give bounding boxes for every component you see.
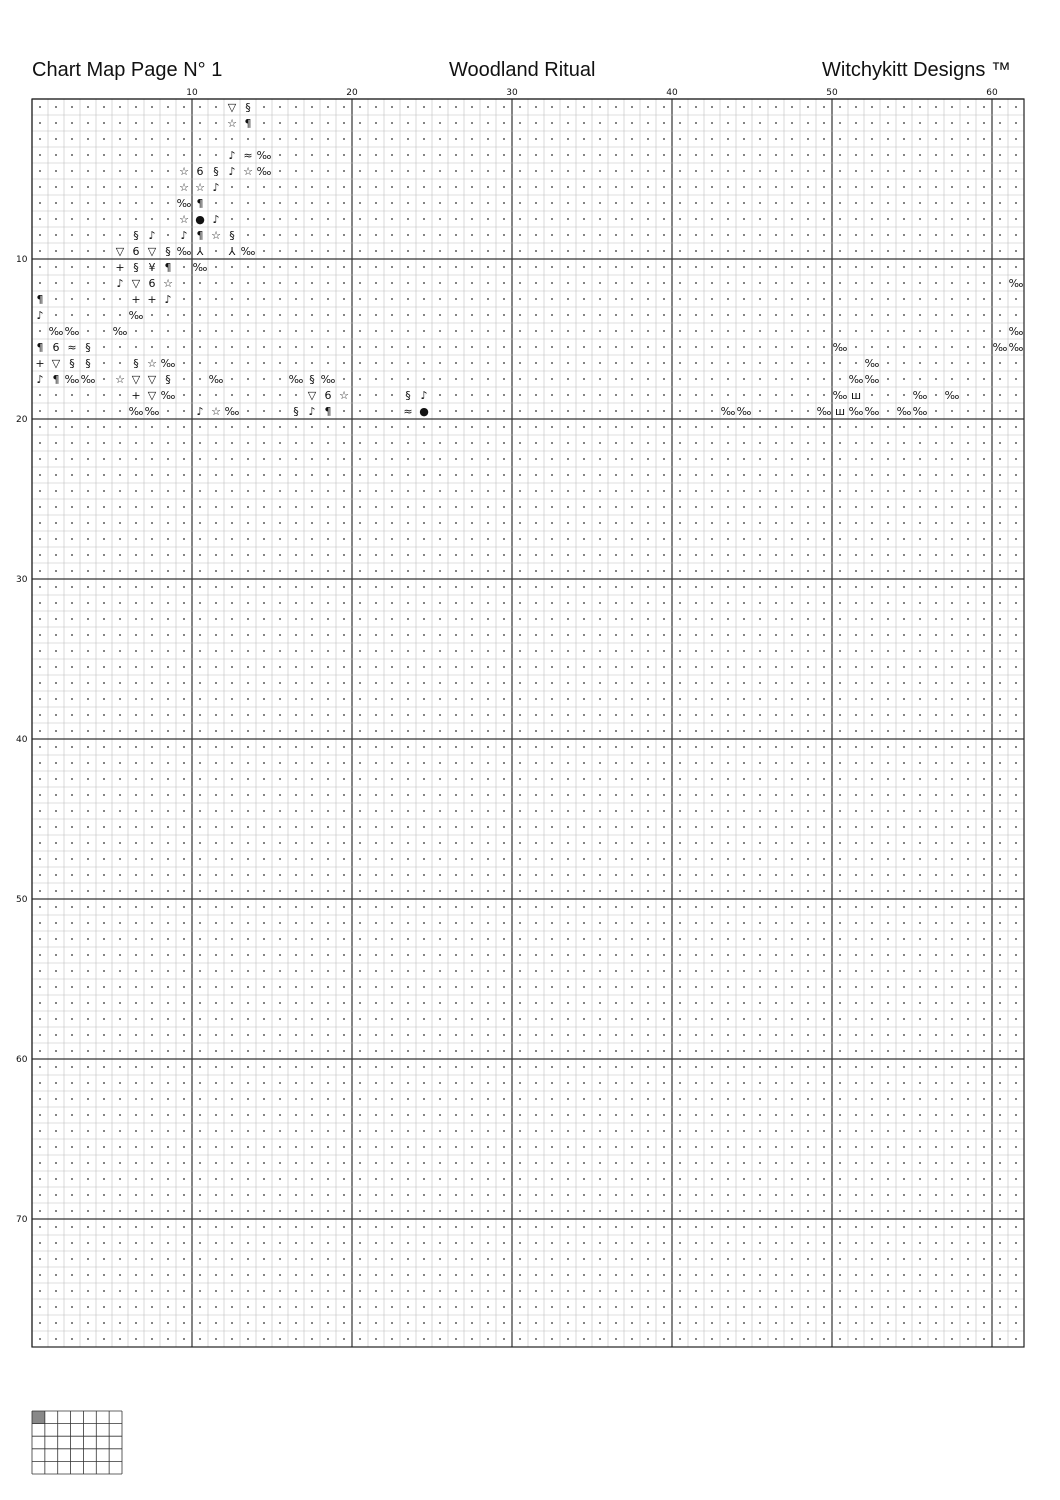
- stitch-symbol: ♪: [36, 309, 44, 322]
- stitch-symbol: §: [85, 341, 91, 354]
- row-tick-label: 20: [16, 415, 28, 425]
- stitch-symbol: ‰: [816, 405, 832, 418]
- stitch-symbol: ♪: [212, 181, 220, 194]
- stitch-symbol: ▽: [131, 277, 141, 290]
- stitch-symbol: ●: [419, 405, 429, 418]
- stitch-symbol: ≈: [403, 405, 413, 418]
- stitch-symbol: ▽: [147, 373, 157, 386]
- stitch-symbol: ☆: [179, 181, 189, 194]
- stitch-symbol: ¶: [196, 229, 204, 242]
- stitch-symbol: ‰: [256, 149, 272, 162]
- stitch-symbol: 6: [148, 277, 156, 290]
- stitch-symbol: ●: [195, 213, 205, 226]
- stitch-symbol: ▽: [131, 373, 141, 386]
- stitch-symbol: ▽: [51, 357, 61, 370]
- stitch-symbol: ‰: [160, 357, 176, 370]
- stitch-symbol: ш: [850, 389, 862, 402]
- stitch-symbol: ♪: [228, 149, 236, 162]
- stitch-symbol: 6: [196, 165, 204, 178]
- stitch-symbol: ☆: [243, 165, 253, 178]
- stitch-symbol: ☆: [211, 229, 221, 242]
- stitch-symbol: ♪: [164, 293, 172, 306]
- stitch-symbol: §: [229, 229, 235, 242]
- stitch-symbol: §: [85, 357, 91, 370]
- column-tick-label: 50: [826, 88, 838, 98]
- stitch-symbol: ‰: [256, 165, 272, 178]
- stitch-symbol: §: [213, 165, 219, 178]
- stitch-symbol: ‰: [832, 389, 848, 402]
- stitch-symbol: §: [165, 373, 171, 386]
- stitch-symbol: ‰: [912, 389, 928, 402]
- stitch-symbol: ‰: [128, 309, 144, 322]
- stitch-symbol: ¥: [148, 261, 156, 274]
- stitch-symbol: ‰: [160, 389, 176, 402]
- stitch-symbol: ♪: [116, 277, 124, 290]
- stitch-symbol: ш: [834, 405, 846, 418]
- column-tick-label: 20: [346, 88, 358, 98]
- stitch-symbol: ♪: [148, 229, 156, 242]
- stitch-symbol: ‰: [176, 245, 192, 258]
- stitch-symbol: ♪: [36, 373, 44, 386]
- row-tick-label: 40: [16, 735, 28, 745]
- stitch-symbol: ¶: [196, 197, 204, 210]
- stitch-symbol: ⅄: [228, 245, 236, 258]
- stitch-symbol: ‰: [864, 357, 880, 370]
- stitch-symbol: ‰: [192, 261, 208, 274]
- page-map-thumbnail: [32, 1411, 122, 1474]
- stitch-symbol: ☆: [179, 165, 189, 178]
- stitch-symbol: +: [35, 357, 45, 370]
- stitch-symbol: ☆: [115, 373, 125, 386]
- current-page-marker: [32, 1411, 45, 1424]
- stitch-symbol: ‰: [208, 373, 224, 386]
- row-tick-label: 70: [16, 1215, 28, 1225]
- stitch-symbol: ☆: [339, 389, 349, 402]
- column-tick-label: 10: [186, 88, 198, 98]
- stitch-symbol: ‰: [992, 341, 1008, 354]
- stitch-symbol: ‰: [848, 373, 864, 386]
- stitch-symbol: +: [147, 293, 157, 306]
- stitch-symbol: ‰: [912, 405, 928, 418]
- designer-name: Witchykitt Designs ™: [822, 59, 1011, 81]
- stitch-symbol: ‰: [176, 197, 192, 210]
- stitch-symbol: §: [133, 229, 139, 242]
- stitch-symbol: ¶: [164, 261, 172, 274]
- stitch-symbol: §: [133, 261, 139, 274]
- stitch-symbol: ‰: [320, 373, 336, 386]
- stitch-symbol: 6: [132, 245, 140, 258]
- chart-grid: [32, 99, 1024, 1347]
- stitch-symbol: ☆: [179, 213, 189, 226]
- stitch-symbol: ‰: [848, 405, 864, 418]
- stitch-symbol: +: [131, 389, 141, 402]
- stitch-symbol: ‰: [832, 341, 848, 354]
- stitch-symbol: ‰: [1008, 325, 1024, 338]
- stitch-symbol: ▽: [147, 389, 157, 402]
- stitch-symbol: ¶: [36, 293, 44, 306]
- column-tick-label: 40: [666, 88, 678, 98]
- stitch-symbol: §: [309, 373, 315, 386]
- stitch-symbol: ‰: [896, 405, 912, 418]
- stitch-symbol: ‰: [64, 325, 80, 338]
- stitch-symbol: ♪: [228, 165, 236, 178]
- stitch-symbol: ♪: [196, 405, 204, 418]
- stitch-symbol: ▽: [307, 389, 317, 402]
- stitch-symbol: ‰: [864, 405, 880, 418]
- stitch-symbol: ≈: [67, 341, 77, 354]
- row-tick-label: 10: [16, 255, 28, 265]
- row-tick-label: 60: [16, 1055, 28, 1065]
- stitch-symbol: §: [165, 245, 171, 258]
- stitch-symbol: ▽: [115, 245, 125, 258]
- stitch-symbol: 6: [324, 389, 332, 402]
- stitch-symbol: ‰: [144, 405, 160, 418]
- stitch-symbol: §: [245, 101, 251, 114]
- stitch-symbol: ¶: [324, 405, 332, 418]
- stitch-symbol: ‰: [864, 373, 880, 386]
- stitch-symbol: §: [69, 357, 75, 370]
- stitch-symbol: ¶: [244, 117, 252, 130]
- stitch-symbol: ¶: [36, 341, 44, 354]
- stitch-symbol: ‰: [64, 373, 80, 386]
- stitch-symbol: ‰: [112, 325, 128, 338]
- stitch-symbol: +: [115, 261, 125, 274]
- stitch-symbol: ≈: [243, 149, 253, 162]
- stitch-symbol: ‰: [128, 405, 144, 418]
- stitch-symbol: ‰: [224, 405, 240, 418]
- stitch-symbol: ‰: [944, 389, 960, 402]
- stitch-symbol: ‰: [736, 405, 752, 418]
- stitch-symbol: ▽: [147, 245, 157, 258]
- stitch-symbol: ☆: [195, 181, 205, 194]
- page-label: Chart Map Page N° 1: [32, 59, 223, 81]
- stitch-symbol: ♪: [212, 213, 220, 226]
- stitch-symbol: ☆: [211, 405, 221, 418]
- stitch-symbol: +: [131, 293, 141, 306]
- row-tick-label: 50: [16, 895, 28, 905]
- stitch-symbol: ‰: [1008, 341, 1024, 354]
- pattern-title: Woodland Ritual: [449, 59, 596, 81]
- stitch-symbol: ☆: [227, 117, 237, 130]
- stitch-symbol: §: [293, 405, 299, 418]
- stitch-symbol: §: [133, 357, 139, 370]
- stitch-symbol: ♪: [180, 229, 188, 242]
- stitch-symbol: ‰: [1008, 277, 1024, 290]
- stitch-symbol: ▽: [227, 101, 237, 114]
- stitch-symbol: §: [405, 389, 411, 402]
- stitch-symbol: ☆: [147, 357, 157, 370]
- stitch-symbol: ‰: [80, 373, 96, 386]
- stitch-symbol: ‰: [288, 373, 304, 386]
- stitch-symbol: ¶: [52, 373, 60, 386]
- column-tick-label: 30: [506, 88, 518, 98]
- column-tick-label: 60: [986, 88, 998, 98]
- stitch-symbol: 6: [52, 341, 60, 354]
- stitch-symbol: ‰: [720, 405, 736, 418]
- stitch-symbol: ♪: [308, 405, 316, 418]
- stitch-symbol: ‰: [240, 245, 256, 258]
- stitch-symbol: ‰: [48, 325, 64, 338]
- stitch-symbol: ♪: [420, 389, 428, 402]
- stitch-symbol: ⅄: [196, 245, 204, 258]
- stitch-symbol: ☆: [163, 277, 173, 290]
- row-tick-label: 30: [16, 575, 28, 585]
